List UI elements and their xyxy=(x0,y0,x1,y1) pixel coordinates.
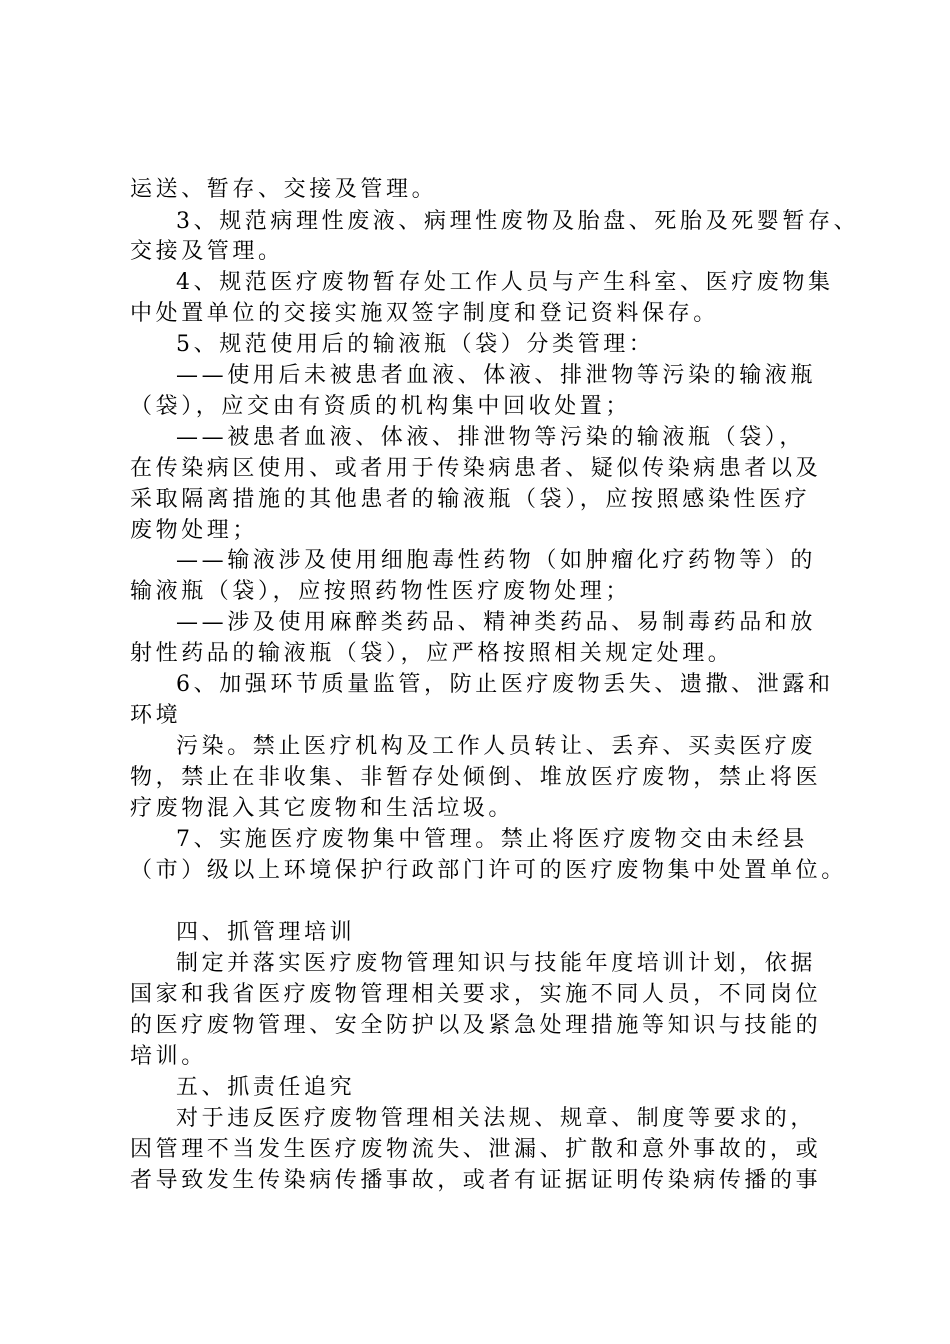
paragraph-line: 因管理不当发生医疗废物流失、泄漏、扩散和意外事故的，或 xyxy=(130,1137,822,1162)
paragraph-line: 环境 xyxy=(130,703,182,728)
paragraph-line: 培训。 xyxy=(130,1044,207,1069)
paragraph-line: 物，禁止在非收集、非暂存处倾倒、堆放医疗废物，禁止将医 xyxy=(130,765,822,790)
paragraph-line: ——使用后未被患者血液、体液、排泄物等污染的输液瓶 xyxy=(176,363,817,388)
paragraph-line: 在传染病区使用、或者用于传染病患者、疑似传染病患者以及 xyxy=(130,456,822,481)
paragraph-line: 者导致发生传染病传播事故，或者有证据证明传染病传播的事 xyxy=(130,1168,822,1193)
paragraph-line: 5、规范使用后的输液瓶（袋）分类管理： xyxy=(176,332,655,357)
paragraph-line: 3、规范病理性废液、病理性废物及胎盘、死胎及死婴暂存、 xyxy=(176,209,860,234)
section-heading: 四、抓管理培训 xyxy=(176,920,356,945)
paragraph-line: 制定并落实医疗废物管理知识与技能年度培训计划，依据 xyxy=(176,951,817,976)
paragraph-line: 中处置单位的交接实施双签字制度和登记资料保存。 xyxy=(130,301,719,326)
paragraph-line: 6、加强环节质量监管，防止医疗废物丢失、遗撒、泄露和 xyxy=(176,672,834,697)
paragraph-line: 的医疗废物管理、安全防护以及紧急处理措施等知识与技能的 xyxy=(130,1013,822,1038)
paragraph-line: （市）级以上环境保护行政部门许可的医疗废物集中处置单位。 xyxy=(130,858,847,883)
paragraph-line: ——涉及使用麻醉类药品、精神类药品、易制毒药品和放 xyxy=(176,610,817,635)
section-heading: 五、抓责任追究 xyxy=(176,1075,356,1100)
paragraph-line: 输液瓶（袋），应按照药物性医疗废物处理； xyxy=(130,579,632,604)
paragraph-line: 采取隔离措施的其他患者的输液瓶（袋），应按照感染性医疗 xyxy=(130,487,811,512)
paragraph-line: ——被患者血液、体液、排泄物等污染的输液瓶（袋）， xyxy=(176,425,806,450)
paragraph-line: 7、实施医疗废物集中管理。禁止将医疗废物交由未经县 xyxy=(176,827,808,852)
paragraph-line: 疗废物混入其它废物和生活垃圾。 xyxy=(130,796,515,821)
paragraph-line: 4、规范医疗废物暂存处工作人员与产生科室、医疗废物集 xyxy=(176,270,834,295)
paragraph-line: 国家和我省医疗废物管理相关要求，实施不同人员，不同岗位 xyxy=(130,982,822,1007)
paragraph-line: 交接及管理。 xyxy=(130,239,284,264)
paragraph-line: 对于违反医疗废物管理相关法规、规章、制度等要求的， xyxy=(176,1106,817,1131)
paragraph-line: 污染。禁止医疗机构及工作人员转让、丢弃、买卖医疗废 xyxy=(176,734,817,759)
paragraph-line: （袋），应交由有资质的机构集中回收处置； xyxy=(130,394,632,419)
paragraph-line: 运送、暂存、交接及管理。 xyxy=(130,177,438,202)
paragraph-line: ——输液涉及使用细胞毒性药物（如肿瘤化疗药物等）的 xyxy=(176,548,817,573)
paragraph-line: 射性药品的输液瓶（袋），应严格按照相关规定处理。 xyxy=(130,641,734,666)
paragraph-line: 废物处理； xyxy=(130,518,259,543)
